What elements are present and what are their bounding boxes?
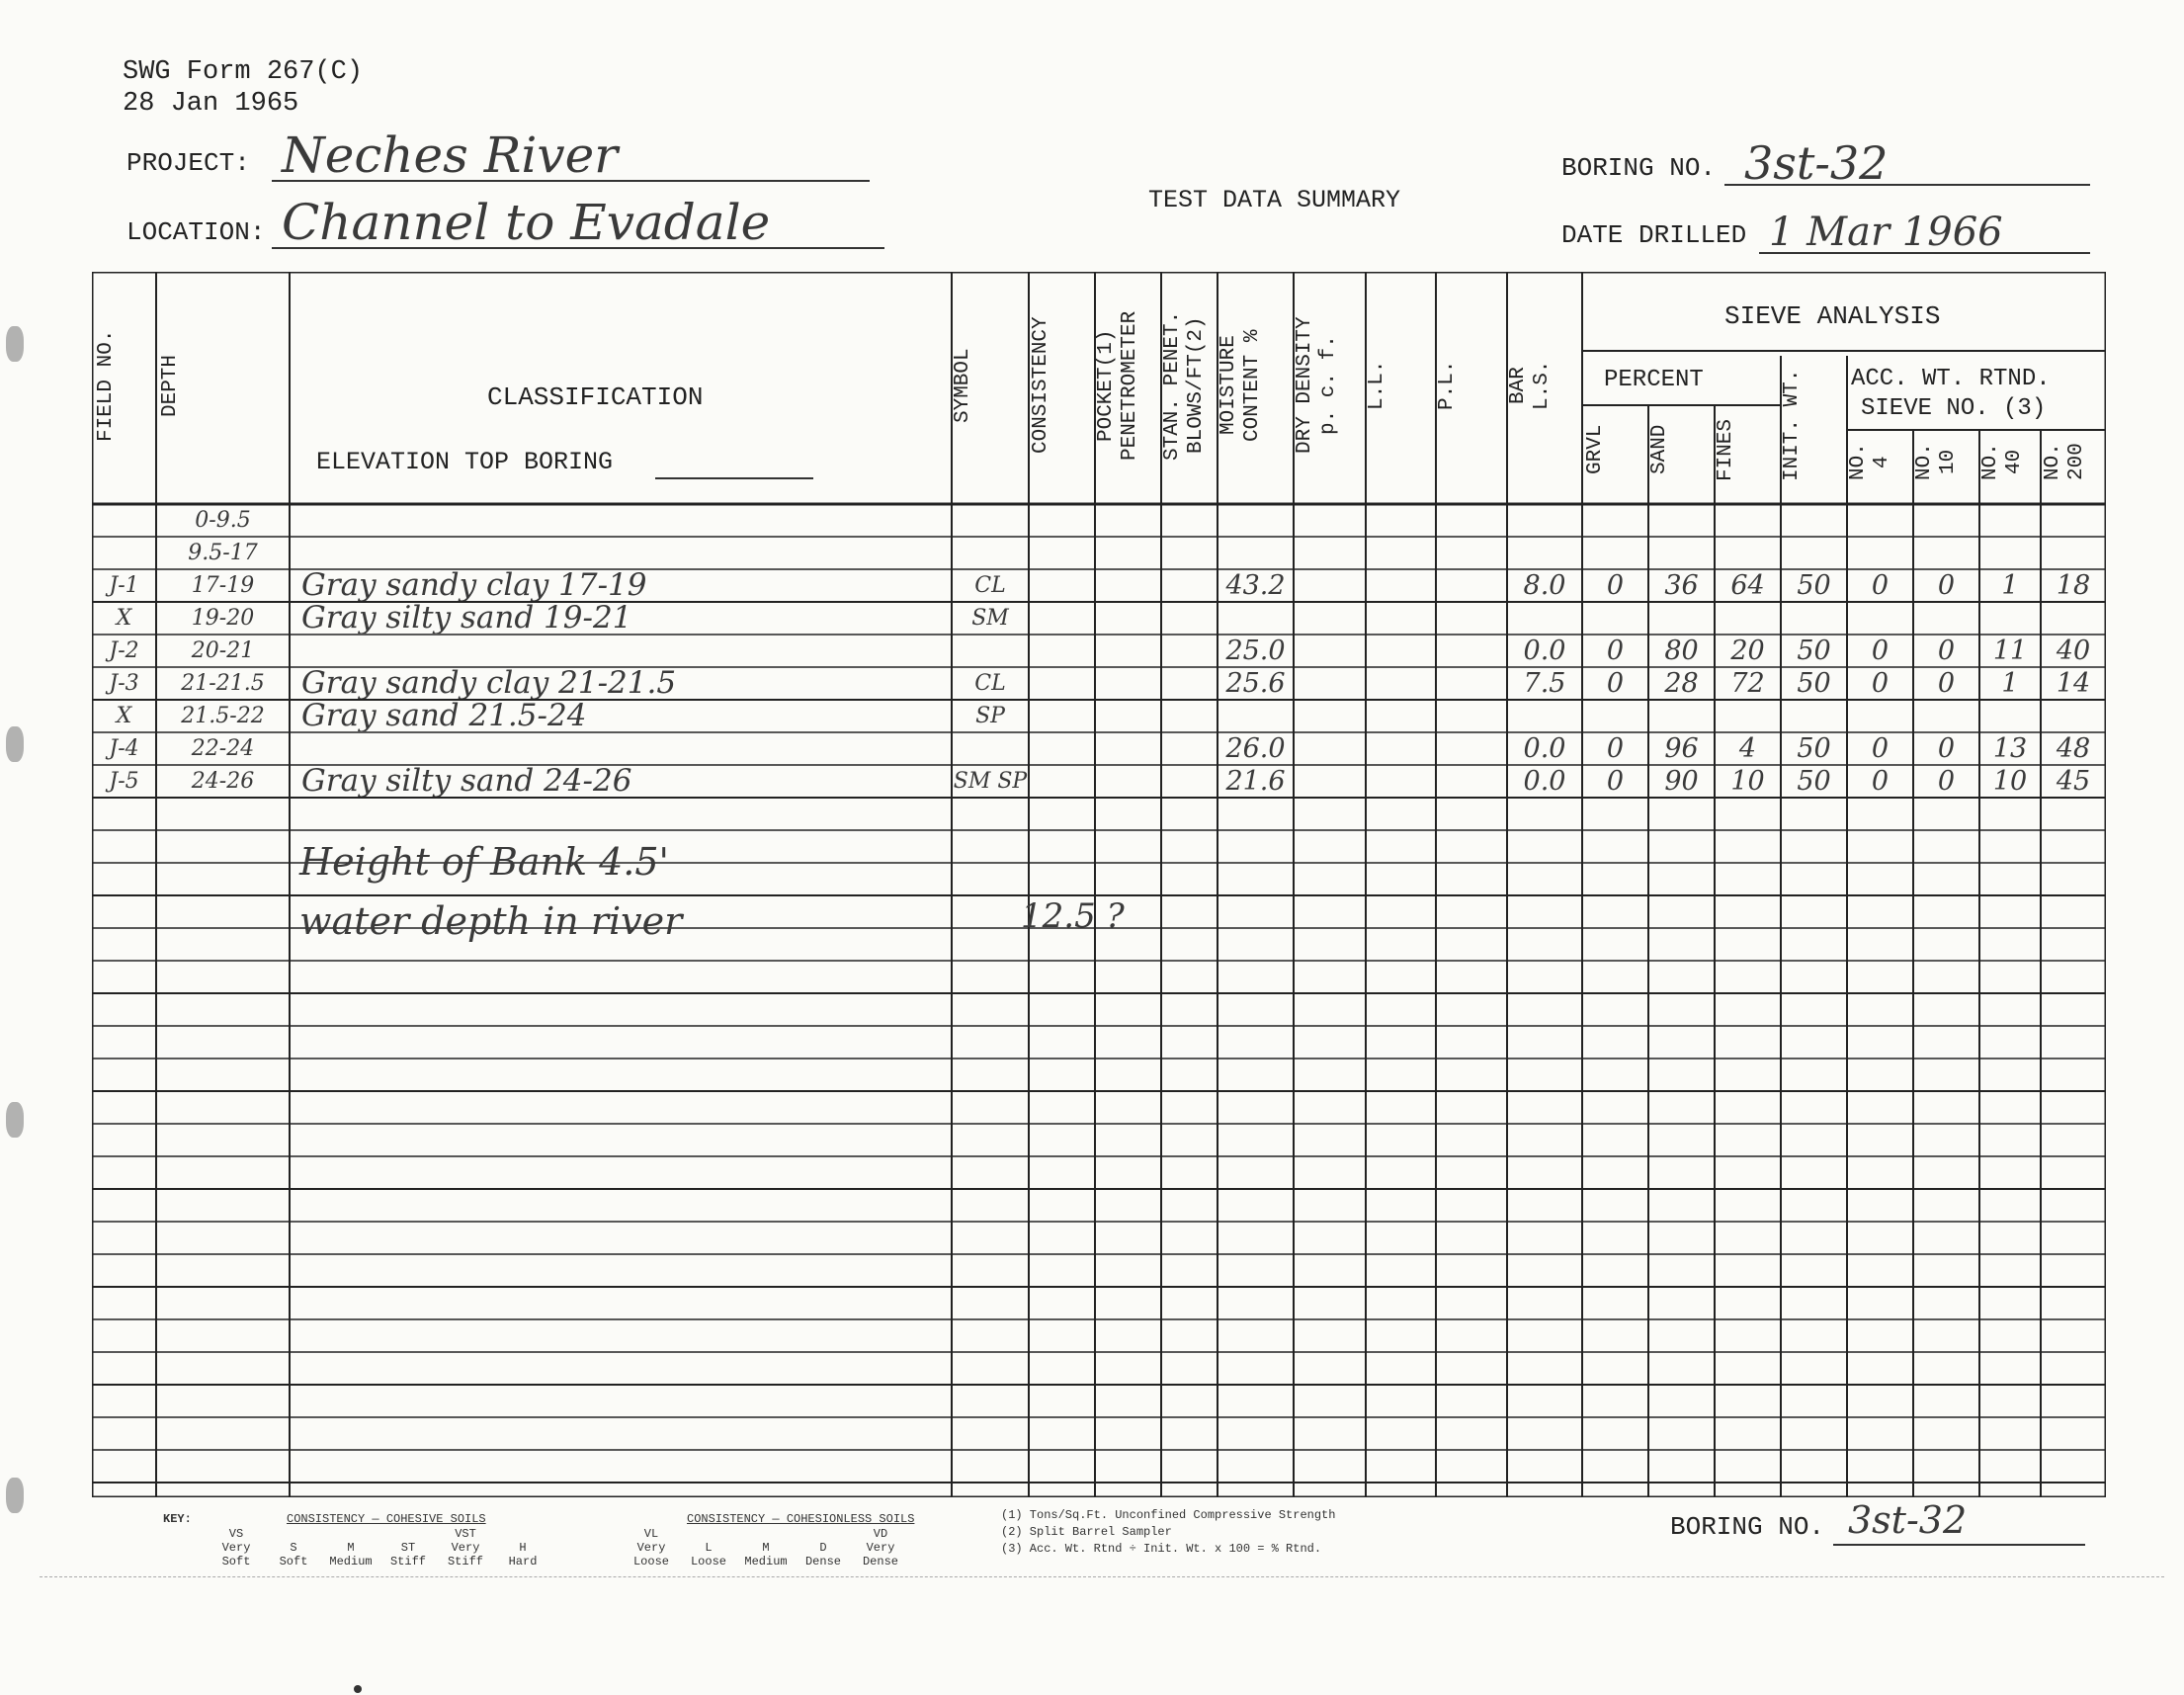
cohesive-legend-meaning: Stiff [389, 1555, 426, 1568]
binder-mark [6, 326, 24, 362]
no40-cell [1979, 603, 2041, 634]
location-label: LOCATION: [126, 217, 266, 247]
depth-cell: 21-21.5 [181, 671, 265, 696]
cohesionless-legend [623, 1527, 909, 1568]
grvl-cell: 0 [1606, 733, 1625, 764]
cohesive-legend-code: VST [455, 1527, 476, 1541]
cohesive-title: CONSISTENCY — COHESIVE SOILS [287, 1512, 486, 1526]
no200-cell: 40 [2056, 636, 2091, 666]
note-height-of-bank: Height of Bank 4.5' [299, 840, 669, 884]
footnote-3: (3) Acc. Wt. Rtnd ÷ Init. Wt. x 100 = % Rtnd. [1001, 1542, 1322, 1556]
fines-cell [1715, 538, 1781, 568]
field-no-cell: X [116, 606, 132, 631]
fines-cell [1715, 701, 1781, 731]
grvl-cell [1582, 603, 1648, 634]
bar-ls-cell: 8.0 [1523, 570, 1566, 601]
speck [354, 1685, 362, 1693]
cohesive-legend-item [494, 1541, 551, 1568]
moisture-cell: 21.6 [1225, 766, 1286, 797]
bar-ls-cell [1507, 538, 1582, 568]
cohesive-legend-code: VS [228, 1527, 244, 1541]
fines-cell [1715, 603, 1781, 634]
cohesive-legend-meaning: Hard [508, 1555, 538, 1568]
header-pocket-penetrometer: POCKET(1) PENETROMETER [1095, 310, 1141, 461]
header-sieve-analysis: SIEVE ANALYSIS [1724, 301, 1941, 331]
depth-cell: 19-20 [191, 606, 255, 631]
no10-cell [1913, 701, 1979, 731]
project-label: PROJECT: [126, 148, 250, 178]
field-no-cell [92, 538, 156, 568]
init-wt-cell [1781, 505, 1847, 536]
no40-cell [1979, 701, 2041, 731]
header-depth: DEPTH [159, 354, 182, 417]
fines-cell: 72 [1730, 668, 1765, 699]
grvl-cell [1582, 538, 1648, 568]
classification-cell [301, 636, 949, 666]
cohesionless-title: CONSISTENCY — COHESIONLESS SOILS [687, 1512, 915, 1526]
header-sieve-no: SIEVE NO. (3) [1861, 395, 2047, 422]
depth-cell: 9.5-17 [188, 541, 258, 565]
fines-cell [1715, 505, 1781, 536]
header-percent: PERCENT [1604, 367, 1704, 393]
header-field-no: FIELD NO. [95, 329, 118, 442]
header-sand: SAND [1648, 424, 1671, 475]
no200-cell: 48 [2056, 733, 2091, 764]
cohesionless-legend-item [852, 1527, 909, 1568]
cohesive-legend-item [437, 1527, 494, 1568]
sand-cell [1648, 505, 1715, 536]
bar-ls-cell: 0.0 [1523, 636, 1566, 666]
symbol-cell [952, 733, 1029, 764]
symbol-cell: CL [974, 573, 1006, 598]
no10-cell: 0 [1937, 570, 1956, 601]
grvl-cell [1582, 701, 1648, 731]
bar-ls-cell: 0.0 [1523, 766, 1566, 797]
classification-cell [301, 733, 949, 764]
no4-cell: 0 [1871, 636, 1890, 666]
field-no-cell: J-1 [109, 573, 139, 598]
location-underline [272, 247, 884, 249]
depth-cell: 22-24 [191, 736, 255, 761]
init-wt-cell: 50 [1797, 570, 1831, 601]
location-value: Channel to Evadale [282, 194, 771, 251]
symbol-cell [952, 636, 1029, 666]
cohesionless-legend-code: L [705, 1541, 713, 1555]
no4-cell: 0 [1871, 668, 1890, 699]
no200-cell [2041, 603, 2106, 634]
classification-cell: Gray sandy clay 17-19 [301, 570, 647, 601]
sand-cell: 90 [1664, 766, 1699, 797]
header-acc-wt: ACC. WT. RTND. [1851, 366, 2051, 392]
depth-cell: 17-19 [191, 573, 255, 598]
date-label: DATE DRILLED [1561, 220, 1747, 250]
fines-cell: 64 [1730, 570, 1765, 601]
project-underline [272, 180, 870, 182]
boring-underline [1724, 184, 2090, 186]
key-label: KEY: [163, 1512, 192, 1526]
field-no-cell: X [116, 704, 132, 728]
note-water-depth: water depth in river [299, 899, 683, 943]
boring-label: BORING NO. [1561, 153, 1717, 183]
classification-cell: Gray silty sand 24-26 [301, 766, 632, 797]
no200-cell [2041, 538, 2106, 568]
footnote-2: (2) Split Barrel Sampler [1001, 1525, 1172, 1539]
no10-cell [1913, 505, 1979, 536]
bar-ls-cell: 0.0 [1523, 733, 1566, 764]
moisture-cell: 25.0 [1225, 636, 1286, 666]
header-grvl: GRVL [1584, 424, 1607, 475]
header-no10: NO. 10 [1913, 443, 1960, 481]
bar-ls-cell [1507, 701, 1582, 731]
header-classification: CLASSIFICATION [487, 382, 704, 412]
header-no200: NO. 200 [2042, 443, 2088, 481]
note-water-value: 12.5 ? [1021, 896, 1125, 936]
grvl-cell: 0 [1606, 636, 1625, 666]
form-id: SWG Form 267(C) [123, 57, 364, 87]
no10-cell [1913, 603, 1979, 634]
symbol-cell: SM SP [953, 769, 1028, 794]
no10-cell: 0 [1937, 668, 1956, 699]
init-wt-cell: 50 [1797, 766, 1831, 797]
init-wt-cell [1781, 538, 1847, 568]
sand-cell [1648, 701, 1715, 731]
symbol-cell [952, 538, 1029, 568]
no200-cell: 45 [2056, 766, 2091, 797]
no4-cell: 0 [1871, 570, 1890, 601]
no200-cell: 18 [2056, 570, 2091, 601]
header-moisture: MOISTURE CONTENT % [1218, 329, 1264, 442]
project-value: Neches River [282, 127, 619, 184]
moisture-cell: 25.6 [1225, 668, 1286, 699]
header-symbol: SYMBOL [952, 348, 974, 423]
footer-boring-underline [1833, 1544, 2085, 1546]
classification-cell: Gray silty sand 19-21 [301, 603, 632, 634]
cohesive-legend-item [379, 1541, 437, 1568]
symbol-cell: SP [975, 704, 1005, 728]
moisture-cell [1218, 701, 1294, 731]
cohesive-legend-code: H [519, 1541, 527, 1555]
init-wt-cell: 50 [1797, 636, 1831, 666]
header-no40: NO. 40 [1979, 443, 2026, 481]
field-no-cell: J-4 [109, 736, 139, 761]
footer-boring-value: 3st-32 [1848, 1498, 1968, 1542]
binder-mark [6, 726, 24, 762]
header-fines: FINES [1715, 418, 1737, 481]
page-bottom-rule [40, 1576, 2164, 1577]
header-no4: NO. 4 [1847, 443, 1893, 481]
classification-cell [301, 505, 949, 536]
test-data-table [92, 272, 2106, 1497]
init-wt-cell [1781, 603, 1847, 634]
date-value: 1 Mar 1966 [1769, 210, 2003, 255]
classification-cell: Gray sandy clay 21-21.5 [301, 668, 677, 699]
moisture-cell [1218, 603, 1294, 634]
init-wt-cell: 50 [1797, 733, 1831, 764]
no40-cell: 1 [2001, 668, 2019, 699]
grvl-cell [1582, 505, 1648, 536]
header-dry-density: DRY DENSITY p. c. f. [1294, 316, 1340, 455]
no40-cell: 10 [1992, 766, 2028, 797]
header-bar-ls: BAR L.S. [1507, 360, 1554, 411]
sand-cell: 28 [1664, 668, 1699, 699]
no40-cell: 11 [1992, 636, 2028, 666]
symbol-cell: CL [974, 671, 1006, 696]
no10-cell: 0 [1937, 733, 1956, 764]
no10-cell: 0 [1937, 636, 1956, 666]
cohesionless-legend-meaning: Very Dense [862, 1541, 898, 1568]
binder-mark [6, 1102, 24, 1138]
grvl-cell: 0 [1606, 668, 1625, 699]
field-no-cell: J-3 [109, 671, 139, 696]
header-stan-penet: STAN. PENET. BLOWS/FT(2) [1161, 310, 1208, 461]
bar-ls-cell [1507, 505, 1582, 536]
classification-cell: Gray sand 21.5-24 [301, 701, 587, 731]
depth-cell: 0-9.5 [195, 508, 251, 533]
cohesive-legend-meaning: Very Soft [221, 1541, 251, 1568]
no200-cell [2041, 701, 2106, 731]
depth-cell: 20-21 [191, 638, 255, 663]
form-title: TEST DATA SUMMARY [1148, 186, 1401, 214]
field-no-cell: J-2 [109, 638, 139, 663]
moisture-cell: 26.0 [1225, 733, 1286, 764]
fines-cell: 10 [1730, 766, 1765, 797]
sand-cell: 96 [1664, 733, 1699, 764]
elevation-underline [655, 477, 813, 479]
footnote-1: (1) Tons/Sq.Ft. Unconfined Compressive Strength [1001, 1508, 1336, 1522]
cohesive-legend [208, 1527, 551, 1568]
cohesive-legend-meaning: Medium [329, 1555, 373, 1568]
header-ll: L.L. [1366, 360, 1388, 411]
no40-cell: 1 [2001, 570, 2019, 601]
cohesionless-legend-meaning: Medium [744, 1555, 788, 1568]
sand-cell: 36 [1664, 570, 1699, 601]
no10-cell: 0 [1937, 766, 1956, 797]
cohesionless-legend-meaning: Very Loose [632, 1541, 669, 1568]
no200-cell: 14 [2056, 668, 2091, 699]
cohesive-legend-code: S [290, 1541, 297, 1555]
depth-cell: 21.5-22 [181, 704, 265, 728]
cohesionless-legend-item [795, 1541, 852, 1568]
cohesionless-legend-code: M [762, 1541, 770, 1555]
field-no-cell [92, 505, 156, 536]
form-date: 28 Jan 1965 [123, 89, 299, 119]
init-wt-cell [1781, 701, 1847, 731]
bar-ls-cell [1507, 603, 1582, 634]
no40-cell: 13 [1992, 733, 2028, 764]
symbol-cell [952, 505, 1029, 536]
no10-cell [1913, 538, 1979, 568]
sand-cell [1648, 603, 1715, 634]
no4-cell [1847, 538, 1913, 568]
cohesive-legend-item [208, 1527, 265, 1568]
cohesionless-legend-code: VD [873, 1527, 888, 1541]
boring-value: 3st-32 [1744, 136, 1889, 190]
no200-cell [2041, 505, 2106, 536]
grvl-cell: 0 [1606, 570, 1625, 601]
cohesionless-legend-item [680, 1541, 737, 1568]
header-init-wt: INIT. WT. [1781, 369, 1804, 481]
header-elevation: ELEVATION TOP BORING [316, 448, 614, 476]
bar-ls-cell: 7.5 [1523, 668, 1566, 699]
cohesive-legend-code: ST [400, 1541, 416, 1555]
header-pl: P.L. [1436, 360, 1459, 411]
init-wt-cell: 50 [1797, 668, 1831, 699]
no4-cell: 0 [1871, 733, 1890, 764]
sand-cell: 80 [1664, 636, 1699, 666]
cohesionless-legend-meaning: Dense [804, 1555, 841, 1568]
cohesive-legend-meaning: Very Stiff [447, 1541, 483, 1568]
no4-cell [1847, 701, 1913, 731]
fines-cell: 20 [1730, 636, 1765, 666]
binder-mark [6, 1478, 24, 1513]
sand-cell [1648, 538, 1715, 568]
header-consistency: CONSISTENCY [1030, 316, 1052, 455]
field-no-cell: J-5 [109, 769, 139, 794]
cohesionless-legend-item [737, 1541, 795, 1568]
date-underline [1759, 252, 2090, 254]
cohesionless-legend-item [623, 1527, 680, 1568]
cohesive-legend-item [265, 1541, 322, 1568]
no4-cell: 0 [1871, 766, 1890, 797]
classification-cell [301, 538, 949, 568]
moisture-cell [1218, 538, 1294, 568]
cohesionless-legend-code: D [819, 1541, 827, 1555]
cohesive-legend-meaning: Soft [279, 1555, 308, 1568]
cohesionless-legend-code: VL [643, 1527, 659, 1541]
moisture-cell: 43.2 [1225, 570, 1286, 601]
no40-cell [1979, 538, 2041, 568]
moisture-cell [1218, 505, 1294, 536]
grvl-cell: 0 [1606, 766, 1625, 797]
cohesive-legend-item [322, 1541, 379, 1568]
no4-cell [1847, 505, 1913, 536]
depth-cell: 24-26 [191, 769, 255, 794]
fines-cell: 4 [1738, 733, 1757, 764]
footer-boring-label: BORING NO. [1670, 1512, 1825, 1542]
cohesionless-legend-meaning: Loose [690, 1555, 726, 1568]
no40-cell [1979, 505, 2041, 536]
no4-cell [1847, 603, 1913, 634]
symbol-cell: SM [971, 606, 1009, 631]
cohesive-legend-code: M [347, 1541, 355, 1555]
